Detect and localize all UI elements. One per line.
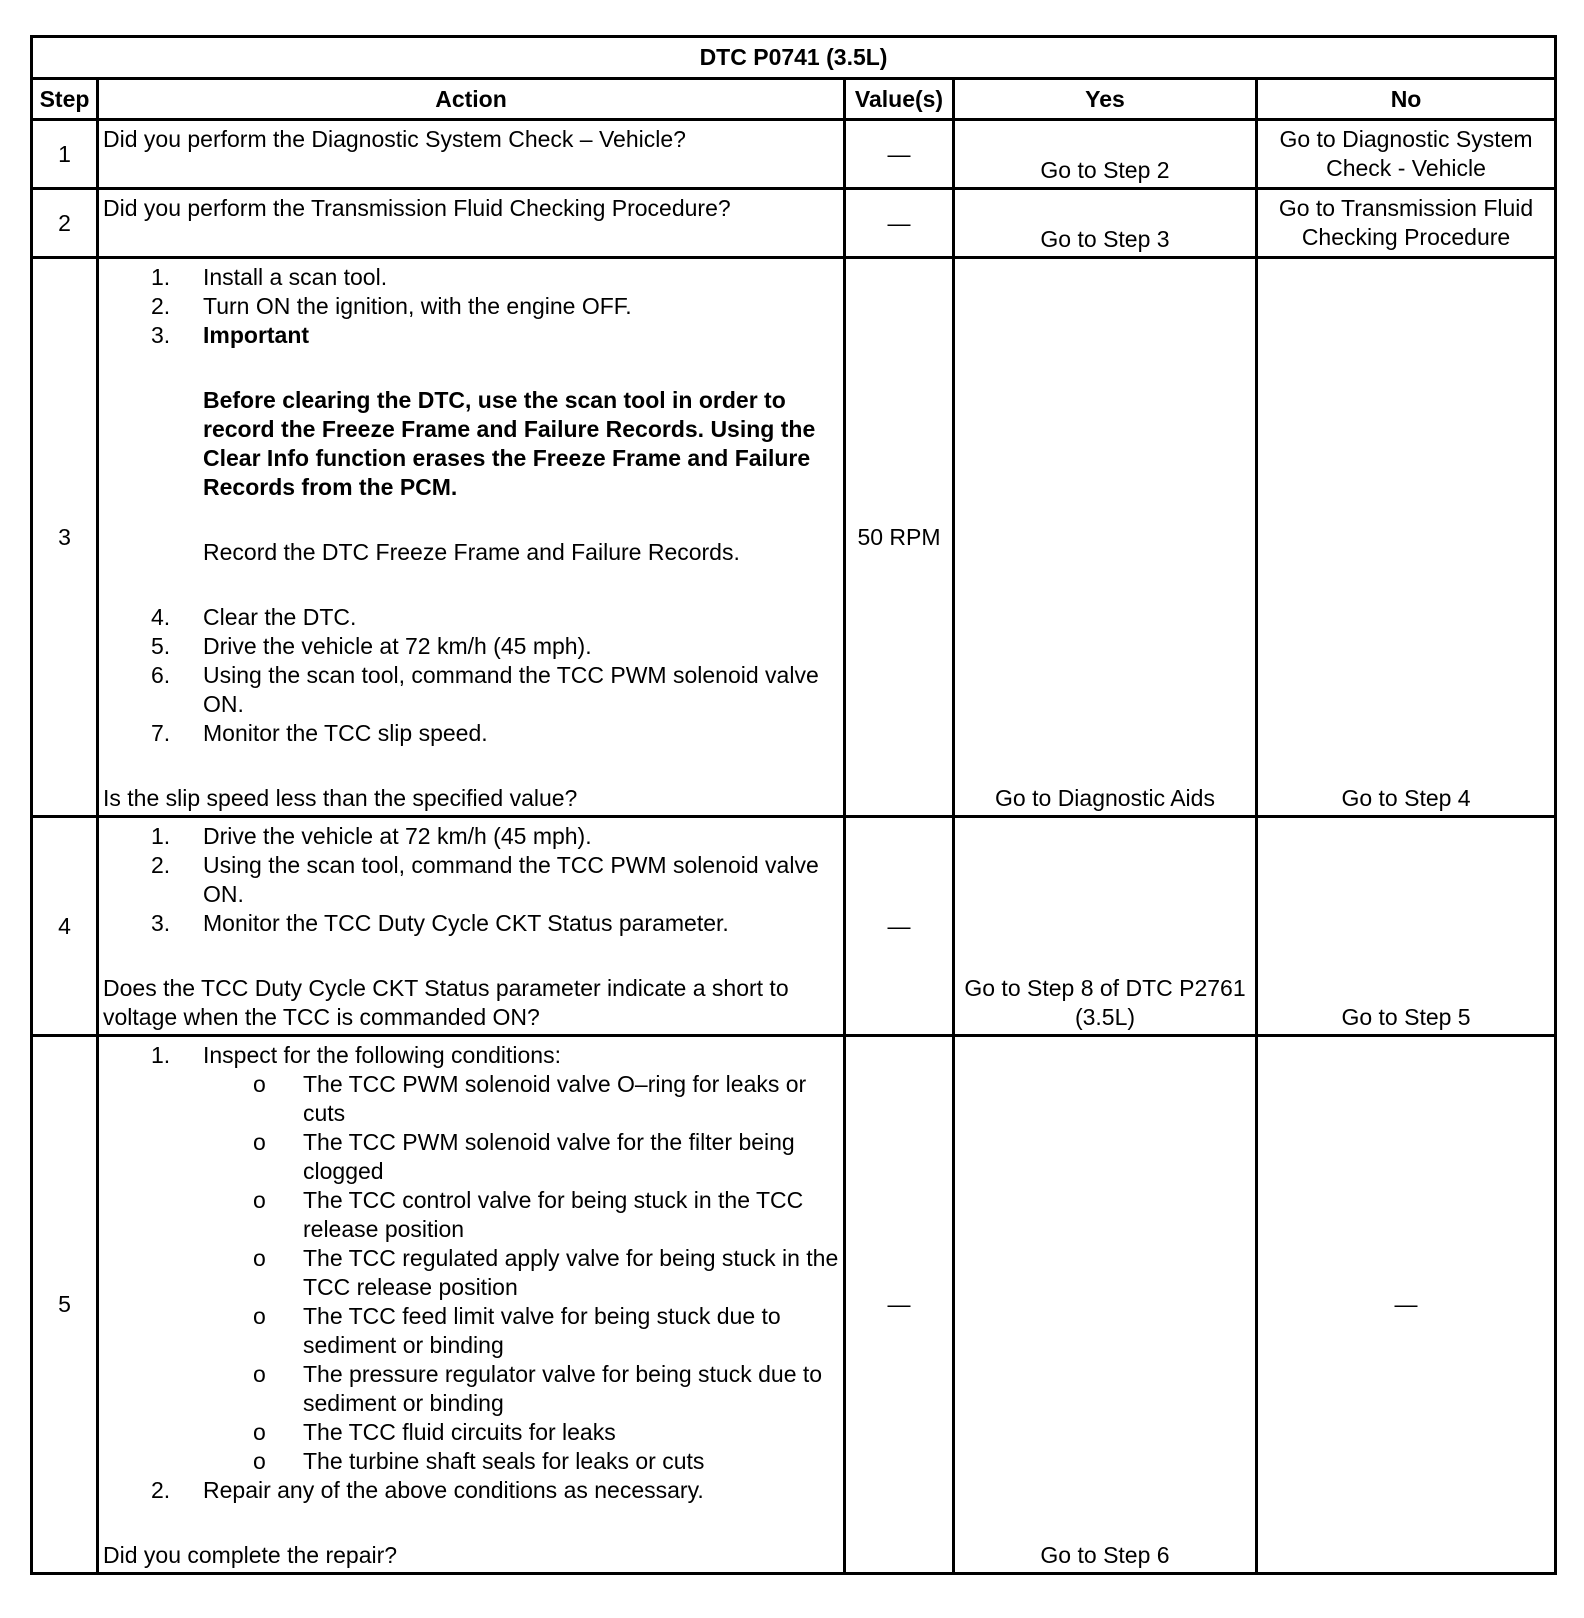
action-question: Did you perform the Diagnostic System Check – Vehicle? <box>98 120 845 189</box>
value-cell: — <box>845 1036 954 1574</box>
no-cell: Go to Diagnostic System Check - Vehicle <box>1257 120 1556 189</box>
list-item: 2. Turn ON the ignition, with the engine OFF. <box>151 293 632 319</box>
condition-item: o The TCC PWM solenoid valve for the filter being clogged <box>253 1129 795 1184</box>
header-step: Step <box>32 79 98 120</box>
step-number: 2 <box>32 189 98 258</box>
important-label: Important <box>203 322 310 348</box>
list-item: 1. Install a scan tool. <box>151 264 388 290</box>
condition-item: o The TCC fluid circuits for leaks <box>253 1419 616 1445</box>
header-yes: Yes <box>954 79 1257 120</box>
action-cell <box>98 258 845 817</box>
list-item: 7. Monitor the TCC slip speed. <box>151 720 488 746</box>
yes-cell: Go to Step 2 <box>954 120 1257 189</box>
step-number: 4 <box>32 817 98 1036</box>
no-cell: Go to Transmission Fluid Checking Procedure <box>1257 189 1556 258</box>
list-item: 2. Repair any of the above conditions as necessary. <box>151 1477 704 1503</box>
list-item: 5. Drive the vehicle at 72 km/h (45 mph). <box>151 633 592 659</box>
table-row <box>32 1036 1556 1574</box>
value-cell: — <box>845 817 954 1036</box>
dtc-table <box>30 35 1557 1575</box>
condition-item: o The pressure regulator valve for being stuck due to sediment or binding <box>253 1361 823 1416</box>
list-item: 6. Using the scan tool, command the TCC PWM solenoid valve ON. <box>151 662 819 717</box>
value-cell: — <box>845 189 954 258</box>
action-cell <box>98 817 845 1036</box>
action-question: Is the slip speed less than the specified value? <box>103 785 578 811</box>
action-cell <box>98 1036 845 1574</box>
list-item: 1. Inspect for the following conditions: o The TCC PWM solenoid valve O–ring for leaks or cuts o The TCC PWM solenoid valve for the filter being clogged o The TCC control valve for being stuck in the TCC release position o The TCC regulated apply valve for being stuck in the TCC release position o The TCC feed limit valve for being stuck due to sediment or binding o The pressure regulator valve for being stuck due to sediment or binding o The TCC fluid circuits for leaks o The turbine shaft seals for leaks or cuts <box>151 1042 839 1474</box>
action-question: Does the TCC Duty Cycle CKT Status parameter indicate a short to voltage when the TCC is commanded ON? <box>103 975 789 1030</box>
yes-cell: Go to Step 8 of DTC P2761 (3.5L) <box>954 817 1257 1036</box>
important-note: Before clearing the DTC, use the scan tool in order to record the Freeze Frame and Failure Records. Using the Clear Info function erases the Freeze Frame and Failure Records from the PCM. <box>203 387 816 500</box>
action-question: Did you perform the Transmission Fluid Checking Procedure? <box>98 189 845 258</box>
table-row <box>32 258 1556 817</box>
step-number: 5 <box>32 1036 98 1574</box>
value-cell: 50 RPM <box>845 258 954 817</box>
step-number: 3 <box>32 258 98 817</box>
condition-item: o The TCC feed limit valve for being stuck due to sediment or binding <box>253 1303 781 1358</box>
conditions-list <box>203 1070 839 1476</box>
list-item: 2. Using the scan tool, command the TCC PWM solenoid valve ON. <box>151 852 819 907</box>
yes-cell: Go to Diagnostic Aids <box>954 258 1257 817</box>
value-cell: — <box>845 120 954 189</box>
yes-cell: Go to Step 3 <box>954 189 1257 258</box>
list-item: 3. Monitor the TCC Duty Cycle CKT Status parameter. <box>151 910 729 936</box>
table-row <box>32 189 1556 258</box>
table-title: DTC P0741 (3.5L) <box>32 37 1556 79</box>
condition-item: o The TCC regulated apply valve for being stuck in the TCC release position <box>253 1245 839 1300</box>
table-row <box>32 120 1556 189</box>
condition-item: o The turbine shaft seals for leaks or cuts <box>253 1448 705 1474</box>
condition-item: o The TCC PWM solenoid valve O–ring for leaks or cuts <box>253 1071 807 1126</box>
list-item: 3. Important Before clearing the DTC, use the scan tool in order to record the Freeze Frame and Failure Records. Using the Clear Info function erases the Freeze Frame and Failure Records from the PCM. Record the DTC Freeze Frame and Failure Records. <box>103 321 839 603</box>
list-item: 1. Drive the vehicle at 72 km/h (45 mph). <box>151 823 592 849</box>
action-question: Did you complete the repair? <box>103 1542 398 1568</box>
no-cell: — <box>1257 1036 1556 1574</box>
no-cell: Go to Step 5 <box>1257 817 1556 1036</box>
condition-item: o The TCC control valve for being stuck in the TCC release position <box>253 1187 804 1242</box>
record-note: Record the DTC Freeze Frame and Failure Records. <box>203 539 740 565</box>
list-item: 4. Clear the DTC. <box>151 604 357 630</box>
header-values: Value(s) <box>845 79 954 120</box>
step-number: 1 <box>32 120 98 189</box>
header-action: Action <box>98 79 845 120</box>
table-row <box>32 817 1556 1036</box>
no-cell: Go to Step 4 <box>1257 258 1556 817</box>
yes-cell: Go to Step 6 <box>954 1036 1257 1574</box>
header-no: No <box>1257 79 1556 120</box>
